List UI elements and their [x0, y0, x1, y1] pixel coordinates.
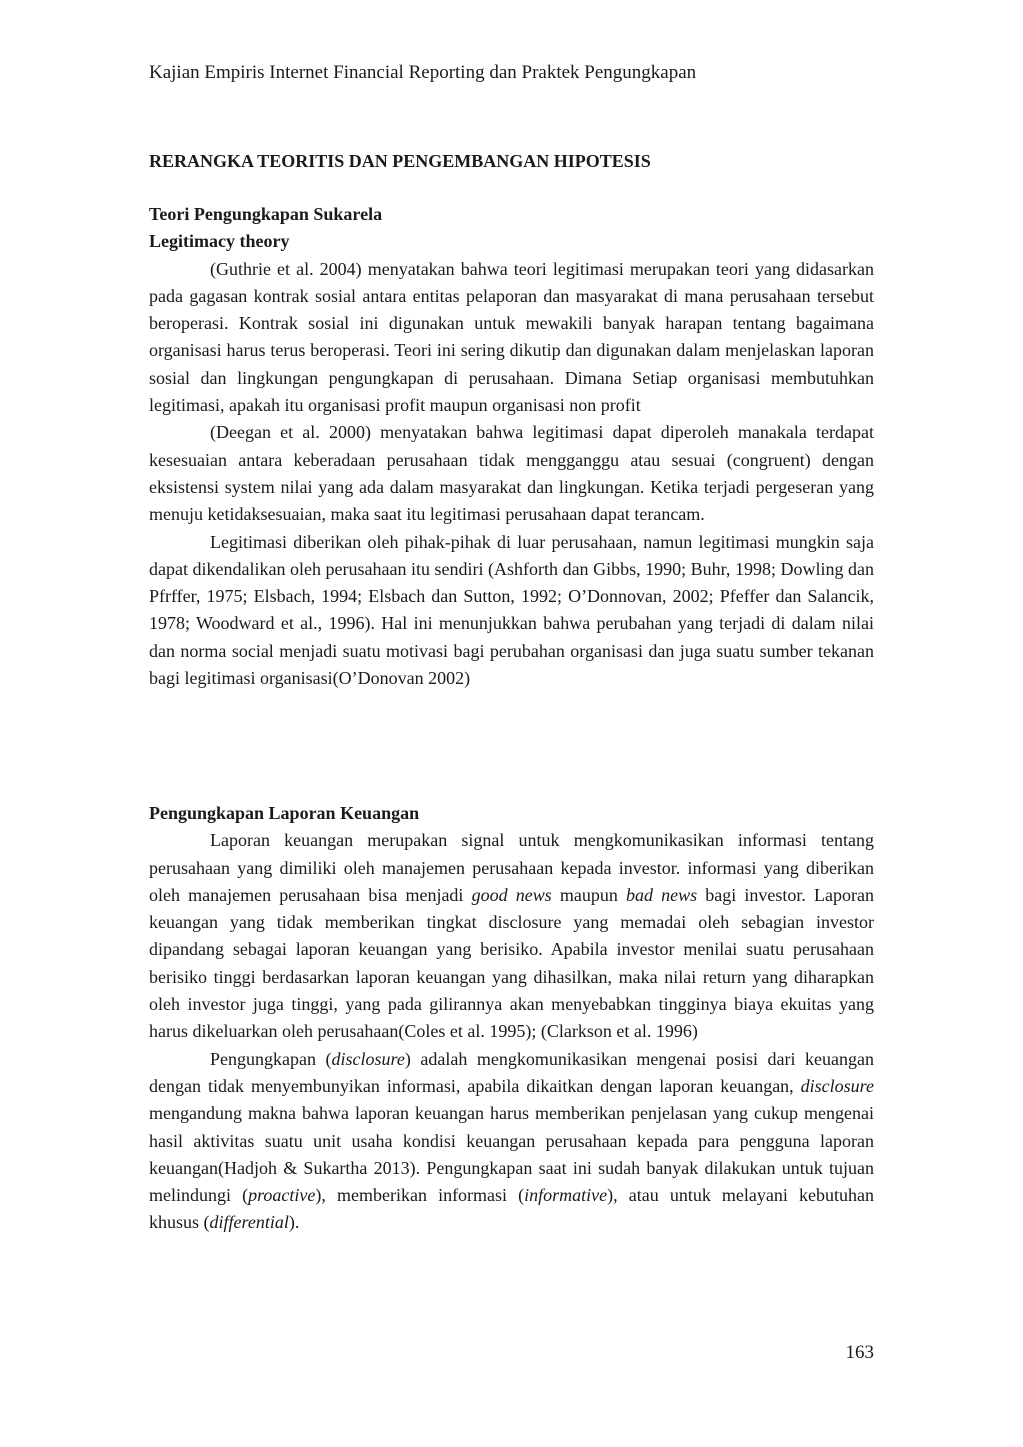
text-run: Laporan keuangan merupakan signal untuk mengkomunikasikan informasi tentang perusahaan yang dimiliki oleh manajemen perusahaan kepada investor. informasi yang diberikan oleh manajemen perusahaan bisa menjadi: [149, 830, 874, 905]
subsection-voluntary-disclosure: [149, 201, 874, 692]
italic-term: proactive: [248, 1185, 316, 1206]
subsubsection-heading: Legitimacy theory: [149, 231, 290, 252]
section-title: RERANGKA TEORITIS DAN PENGEMBANGAN HIPOTESIS: [149, 151, 651, 171]
paragraph-laporan-keuangan: [149, 827, 874, 1045]
paragraph-legitimasi: Legitimasi diberikan oleh pihak-pihak di luar perusahaan, namun legitimasi mungkin saja dapat dikendalikan oleh perusahaan itu sendiri (Ashforth dan Gibbs, 1990; Buhr, 1998; Dowling dan Pfrffer, 1975; Elsbach, 1994; Elsbach dan Sutton, 1992; O’Donnovan, 2002; Pfeffer dan Salancik, 1978; Woodward et al., 1996). Hal ini menunjukkan bahwa perubahan yang terjadi di dalam nilai dan norma social menjadi suatu motivasi bagi perubahan organisasi dan juga suatu sumber tekanan bagi legitimasi organisasi(O’Donovan 2002): [149, 531, 874, 689]
italic-term: good news: [471, 884, 552, 905]
running-header: Kajian Empiris Internet Financial Reporting dan Praktek Pengungkapan: [149, 62, 697, 83]
text-run: ), memberikan informasi (: [315, 1185, 525, 1206]
paragraph-deegan: (Deegan et al. 2000) menyatakan bahwa legitimasi dapat diperoleh manakala terdapat kesesuaian antara keberadaan perusahaan tidak mengganggu atau sesuai (congruent) dengan eksistensi system nilai yang ada dalam masyarakat dan lingkungan. Ketika terjadi pergeseran yang menuju ketidaksesuaian, maka saat itu legitimasi perusahaan dapat terancam.: [149, 422, 874, 525]
italic-term: informative: [524, 1185, 608, 1206]
text-run: maupun: [551, 884, 626, 905]
italic-term: differential: [209, 1212, 289, 1233]
page-number: 163: [845, 1342, 874, 1363]
subsection-heading: Pengungkapan Laporan Keuangan: [149, 803, 420, 823]
subsection-heading: Teori Pengungkapan Sukarela: [149, 204, 383, 224]
paragraph-guthrie: (Guthrie et al. 2004) menyatakan bahwa teori legitimasi merupakan teori yang didasarkan pada gagasan kontrak sosial antara entitas pelaporan dan masyarakat di mana perusahaan tersebut beroperasi. Kontrak sosial ini digunakan untuk mewakili banyak harapan tentang bagaimana organisasi harus terus beroperasi. Teori ini sering dikutip dan digunakan dalam menjelaskan laporan sosial dan lingkungan pengungkapan di perusahaan. Dimana Setiap organisasi membutuhkan legitimasi, apakah itu organisasi profit maupun organisasi non profit: [149, 258, 874, 416]
text-run: bagi investor. Laporan keuangan yang tidak memberikan tingkat disclosure yang memadai oleh sebagian investor dipandang sebagai laporan keuangan yang berisiko. Apabila investor menilai suatu perusahaan berisiko tinggi berdasarkan laporan keuangan yang dihasilkan, maka nilai return yang diharapkan oleh investor juga tinggi, yang pada gilirannya akan menyebabkan tingginya biaya ekuitas yang harus dikeluarkan oleh perusahaan(Coles et al. 1995); (Clarkson et al. 1996): [149, 884, 874, 1042]
italic-term: disclosure: [331, 1048, 405, 1069]
text-run: Pengungkapan (: [210, 1048, 332, 1069]
text-run: ).: [288, 1212, 300, 1233]
italic-term: disclosure: [800, 1075, 874, 1096]
text-run: ) adalah mengkomunikasikan mengenai posisi dari keuangan dengan tidak menyembunyikan informasi, apabila dikaitkan dengan laporan keuangan,: [149, 1048, 875, 1096]
italic-term: bad news: [625, 884, 698, 905]
text-run: mengandung makna bahwa laporan keuangan harus memberikan penjelasan yang cukup mengenai hasil aktivitas suatu unit usaha kondisi keuangan perusahaan kepada para pengguna laporan keuangan(Hadjoh & Sukartha 2013). Pengungkapan saat ini sudah banyak dilakukan untuk tujuan melindungi (: [149, 1103, 874, 1206]
subsection-financial-disclosure: [149, 800, 874, 1237]
paragraph-pengungkapan: [149, 1046, 874, 1237]
text-run: ), atau untuk melayani kebutuhan khusus (: [149, 1185, 874, 1233]
